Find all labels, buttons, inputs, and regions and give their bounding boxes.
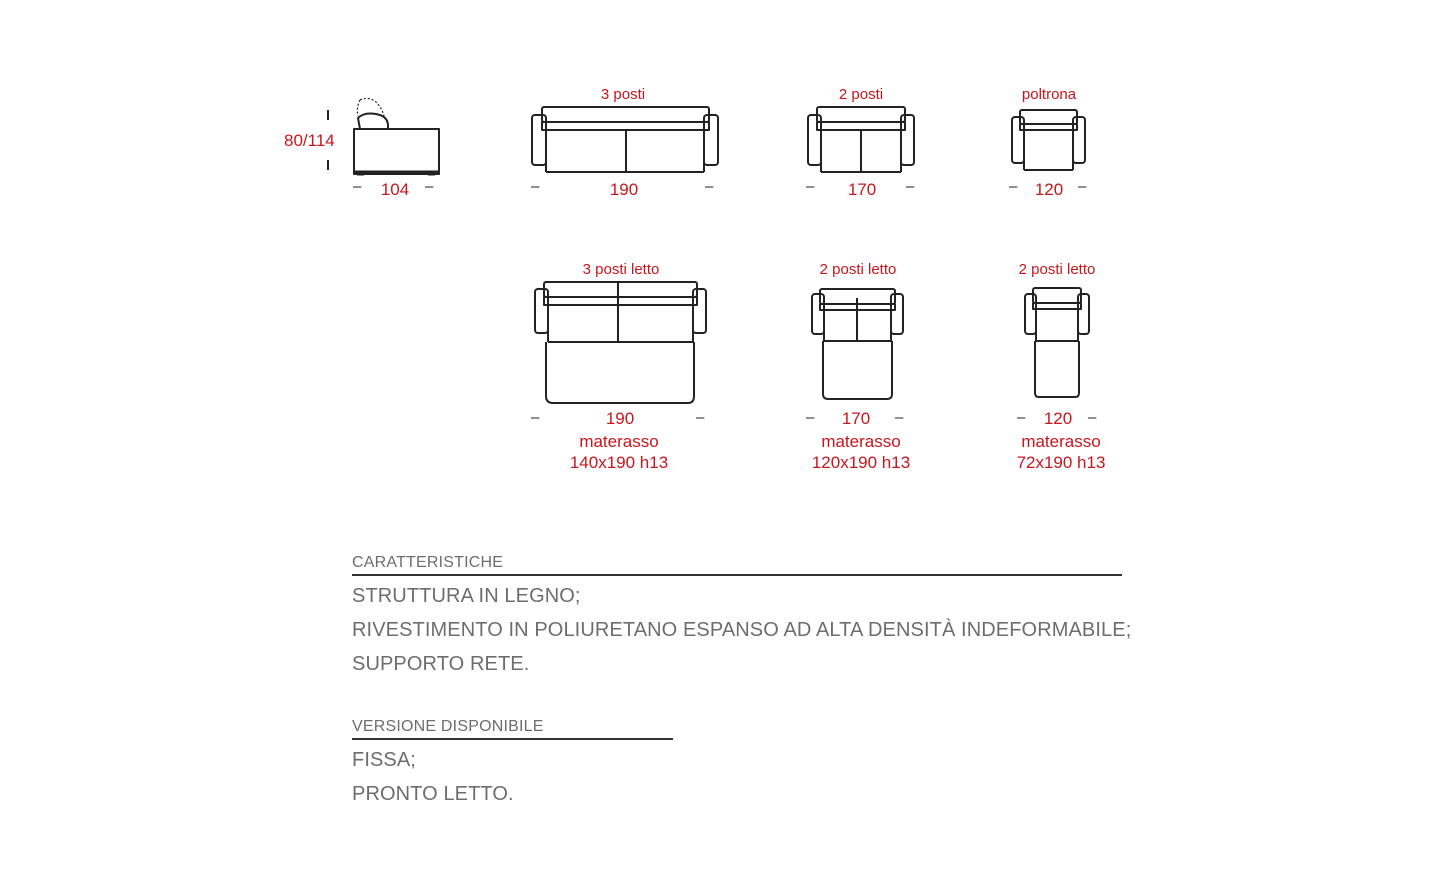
features-line: STRUTTURA IN LEGNO; [352, 585, 581, 607]
sofa-2-posti-width: 170 [847, 180, 877, 199]
sofa-3-posti-letto-width: 190 [605, 409, 635, 428]
dim-dash: – [1078, 178, 1087, 195]
features-heading: CARATTERISTICHE [352, 554, 1122, 576]
dim-dash: – [906, 178, 915, 195]
sofa-3-posti-letto-title: 3 posti letto [582, 261, 660, 278]
sofa-3-posti-letto-mattress-size: 140x190 h13 [569, 453, 669, 472]
sofa-2-posti-letto-width: 170 [841, 409, 871, 428]
poltrona-letto-width: 120 [1043, 409, 1073, 428]
profile-height-label: 80/114 [284, 131, 335, 150]
poltrona-letto-mattress-label: materasso [1021, 432, 1101, 451]
features-line: SUPPORTO RETE. [352, 653, 530, 675]
sofa-2-posti-letto-title: 2 posti letto [819, 261, 897, 278]
versions-line: PRONTO LETTO. [352, 783, 514, 805]
poltrona-drawing [1012, 110, 1085, 170]
sofa-3-posti-letto-mattress-label: materasso [579, 432, 659, 451]
versions-heading: VERSIONE DISPONIBILE [352, 718, 673, 740]
sofa-2-posti-letto-mattress-label: materasso [821, 432, 901, 451]
dim-dash: – [425, 178, 434, 195]
sofa-3-posti-drawing [532, 107, 718, 172]
poltrona-letto-mattress-size: 72x190 h13 [1016, 453, 1106, 472]
poltrona-letto-drawing [1025, 288, 1089, 397]
dim-dash: – [806, 178, 815, 195]
dim-dash: – [696, 409, 705, 426]
dim-dash: – [1017, 409, 1026, 426]
poltrona-width: 120 [1034, 180, 1064, 199]
profile-depth-label: 104 [380, 180, 410, 199]
dim-dash: – [531, 178, 540, 195]
dim-dash: – [1088, 409, 1097, 426]
sofa-2-posti-letto-drawing [812, 289, 903, 399]
sofa-2-posti-title: 2 posti [838, 86, 884, 103]
side-profile-drawing [328, 98, 439, 174]
poltrona-letto-title: 2 posti letto [1018, 261, 1096, 278]
versions-line: FISSA; [352, 749, 416, 771]
dim-dash: – [353, 178, 362, 195]
dim-dash: – [1009, 178, 1018, 195]
dim-dash: – [705, 178, 714, 195]
sofa-3-posti-width: 190 [609, 180, 639, 199]
dim-dash: – [806, 409, 815, 426]
sofa-3-posti-letto-drawing [535, 282, 706, 403]
dim-dash: – [895, 409, 904, 426]
poltrona-title: poltrona [1021, 86, 1077, 103]
dim-dash: – [531, 409, 540, 426]
sofa-3-posti-title: 3 posti [600, 86, 646, 103]
sofa-2-posti-drawing [808, 107, 914, 172]
sofa-2-posti-letto-mattress-size: 120x190 h13 [811, 453, 911, 472]
features-line: RIVESTIMENTO IN POLIURETANO ESPANSO AD ALTA DENSITÀ INDEFORMABILE; [352, 619, 1132, 641]
